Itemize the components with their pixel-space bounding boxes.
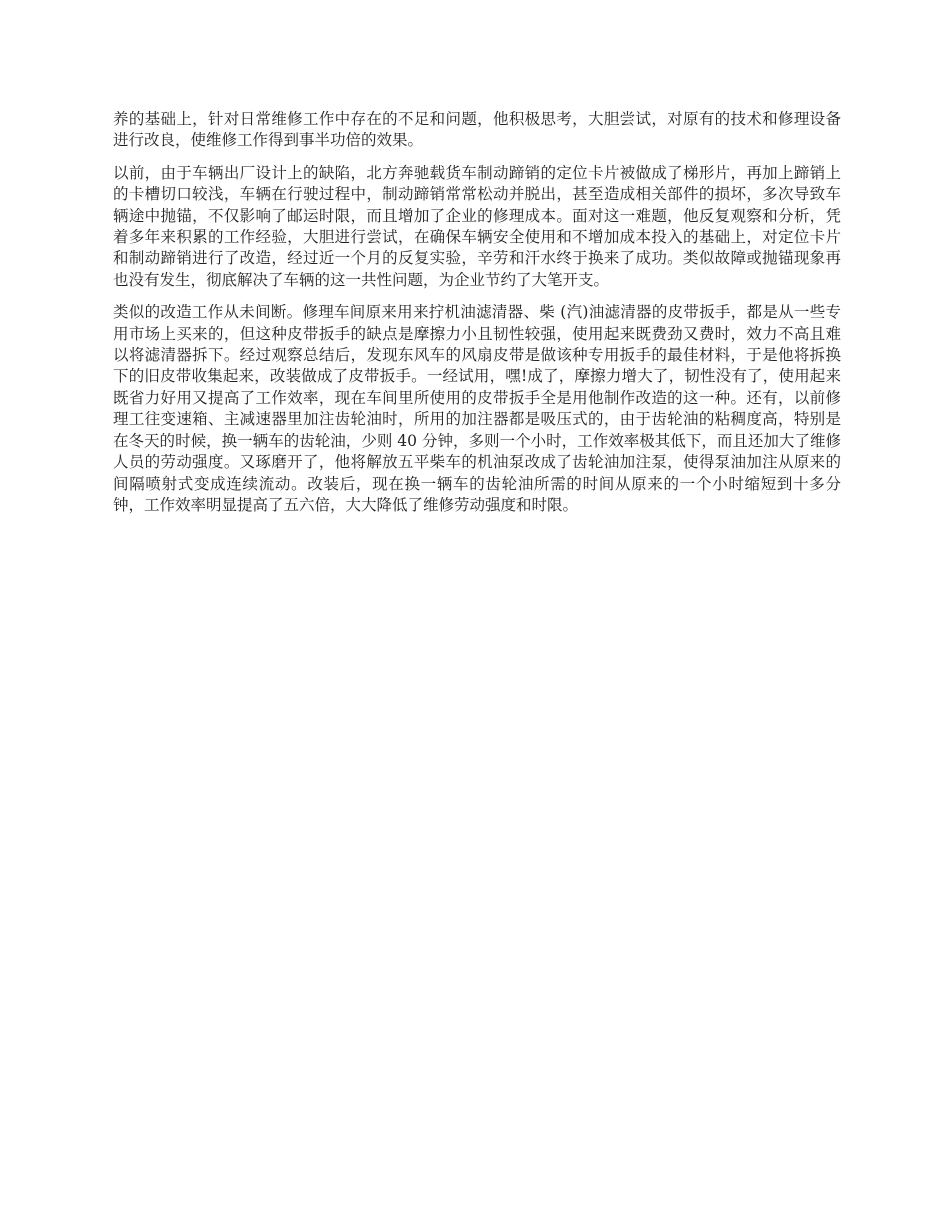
paragraph-1: 养的基础上，针对日常维修工作中存在的不足和问题，他积极思考，大胆尝试，对原有的技术和修理设备进行改良，使维修工作得到事半功倍的效果。 bbox=[113, 110, 841, 150]
paragraph-3: 类似的改造工作从未间断。修理车间原来用来拧机油滤清器、柴 (汽)油滤清器的皮带扳手，都是从一些专用市场上买来的，但这种皮带扳手的缺点是摩擦力小且韧性较强，使用起来既费劲又费时，效力不高且难以将滤清器拆下。经过观察总结后，发现东风车的风扇皮带是做该种专用扳手的最佳材料，于是他将拆换下的旧皮带收集起来，改装做成了皮带扳手。一经试用，嘿!成了，摩擦力增大了，韧性没有了，使用起来既省力好用又提高了工作效率，现在车间里所使用的皮带扳手全是用他制作改造的这一种。还有，以前修理工往变速箱、主减速器里加注齿轮油时，所用的加注器都是吸压式的，由于齿轮油的粘稠度高，特别是在冬天的时候，换一辆车的齿轮油，少则 40 分钟，多则一个小时，工作效率极其低下，而且还加大了维修人员的劳动强度。又琢磨开了，他将解放五平柴车的机油泵改成了齿轮油加注泵，使得泵油加注从原来的间隔喷射式变成连续流动。改装后，现在换一辆车的齿轮油所需的时间从原来的一个小时缩短到十多分钟，工作效率明显提高了五六倍，大大降低了维修劳动强度和时限。 bbox=[113, 303, 841, 514]
paragraph-2: 以前，由于车辆出厂设计上的缺陷，北方奔驰载货车制动蹄销的定位卡片被做成了梯形片，再加上蹄销上的卡槽切口较浅，车辆在行驶过程中，制动蹄销常常松动并脱出，甚至造成相关部件的损坏，多次导致车辆途中抛锚，不仅影响了邮运时限，而且增加了企业的修理成本。面对这一难题，他反复观察和分析，凭着多年来积累的工作经验，大胆进行尝试，在确保车辆安全使用和不增加成本投入的基础上，对定位卡片和制动蹄销进行了改造，经过近一个月的反复实验，辛劳和汗水终于换来了成功。类似故障或抛锚现象再也没有发生，彻底解决了车辆的这一共性问题，为企业节约了大笔开支。 bbox=[113, 163, 841, 289]
document-body bbox=[113, 109, 841, 527]
